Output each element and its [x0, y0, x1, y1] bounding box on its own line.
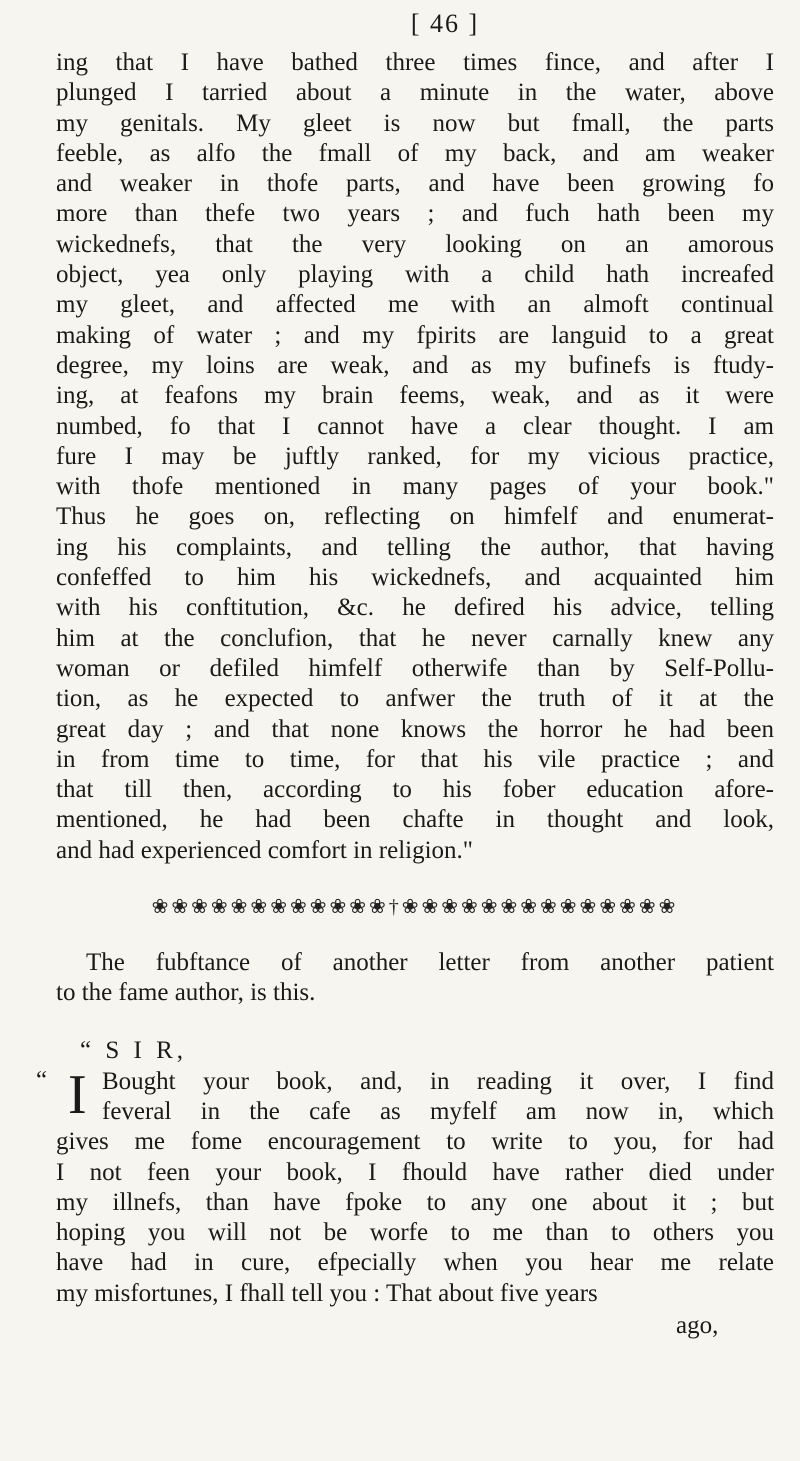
text-line: to the fame author, is this. [56, 979, 316, 1007]
letter-body [36, 1063, 774, 1309]
text-line: woman or defiled himfelf otherwife than by Self-Pollu- [56, 654, 774, 682]
text-line: ing that I have bathed three times fince, and after I [56, 49, 774, 76]
drop-cap-letter: I [68, 1063, 87, 1126]
text-line: and weaker in thofe parts, and have been growing fo [56, 170, 774, 198]
text-line: that till then, according to his fober education afore- [56, 776, 774, 804]
text-line: object, yea only playing with a child hath increafed [56, 261, 774, 289]
text-line: my misfortunes, I fhall tell you : That about five years [56, 1279, 598, 1307]
text-line: with thofe mentioned in many pages of your book." [56, 473, 774, 501]
text-line: feeble, as alfo the fmall of my back, and am weaker [56, 139, 774, 167]
text-line: fure I may be juftly ranked, for my vicious practice, [56, 442, 774, 470]
text-line: confeffed to him his wickednefs, and acquainted him [56, 564, 774, 592]
text-line: more than thefe two years ; and fuch hath been my [56, 200, 774, 228]
text-line: making of water ; and my fpirits are languid to a great [56, 321, 774, 349]
text-line: have had in cure, efpecially when you hear me relate [56, 1249, 774, 1277]
text-line: I not feen your book, I fhould have rather died under [56, 1158, 774, 1186]
text-line: in from time to time, for that his vile practice ; and [56, 745, 774, 773]
text-line: with his conftitution, &c. he defired his advice, telling [56, 594, 774, 622]
text-line: him at the conclufion, that he never carnally knew any [56, 624, 774, 652]
text-line: wickednefs, that the very looking on an amorous [56, 230, 774, 258]
text-line: Thus he goes on, reflecting on himfelf and enumerat- [56, 503, 774, 531]
text-line: tion, as he expected to anfwer the truth of it at the [56, 685, 774, 713]
text-line: my illnefs, than have fpoke to any one about it ; but [56, 1188, 774, 1216]
text-line: degree, my loins are weak, and as my bufinefs is ftudy- [56, 351, 774, 379]
text-line: hoping you will not be worfe to me than to others you [56, 1219, 774, 1247]
text-line: gives me fome encouragement to write to you, for had [56, 1128, 774, 1156]
ornament-divider: ❀❀❀❀❀❀❀❀❀❀❀❀†❀❀❀❀❀❀❀❀❀❀❀❀❀❀ [151, 896, 679, 919]
text-line: Bought your book, and, in reading it over, I find [102, 1067, 774, 1095]
text-line: my gleet, and affected me with an almoft continual [56, 291, 774, 319]
paragraph-2 [56, 948, 774, 1009]
catchword: ago, [676, 1311, 719, 1339]
text-line: ing, at feafons my brain feems, weak, and as it were [56, 382, 774, 410]
open-quote-mark: “ [36, 1066, 48, 1094]
text-line: The fubftance of another letter from another patient [86, 949, 774, 977]
text-line: my genitals. My gleet is now but fmall, the parts [56, 109, 774, 137]
text-line: feveral in the cafe as myfelf am now in, which [102, 1097, 774, 1125]
text-line: great day ; and that none knows the horror he had been [56, 715, 774, 743]
page-number-header: [ 46 ] [410, 9, 480, 38]
text-line: and had experienced comfort in religion." [56, 836, 473, 864]
text-line: plunged I tarried about a minute in the water, above [56, 79, 774, 107]
text-line: mentioned, he had been chafte in thought and look, [56, 806, 774, 834]
text-line: ing his complaints, and telling the author, that having [56, 533, 774, 561]
text-line: numbed, fo that I cannot have a clear thought. I am [56, 412, 774, 440]
paragraph-1 [56, 48, 774, 866]
letter-salutation: “ S I R, [80, 1036, 187, 1064]
